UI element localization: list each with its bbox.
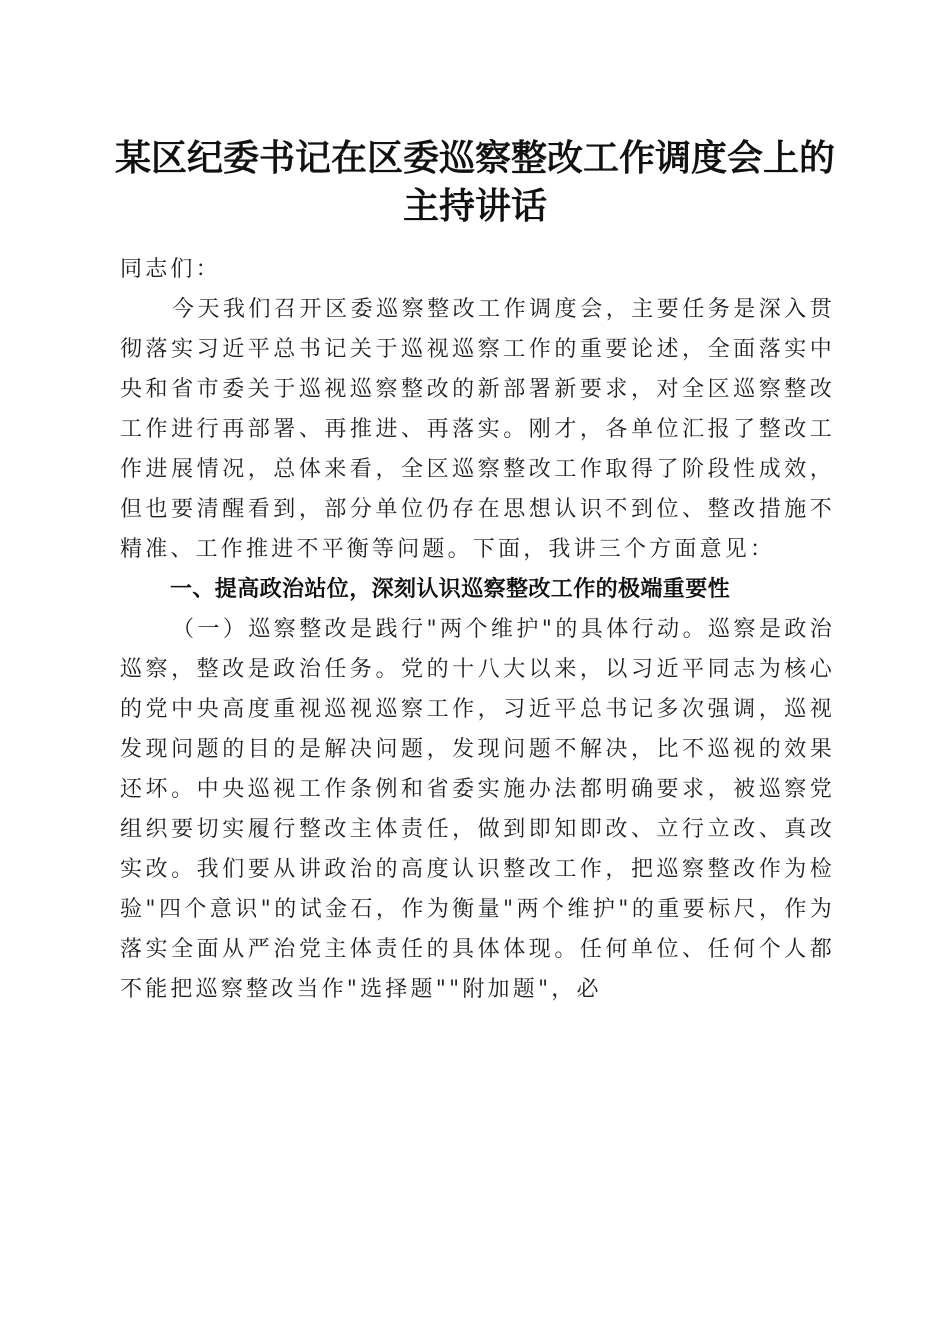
title-line-2: 主持讲话 (402, 185, 547, 227)
document-title (100, 134, 850, 230)
salutation: 同志们： (120, 257, 221, 282)
document-body (120, 250, 835, 1010)
section-1-heading: 一、提高政治站位，深刻认识巡察整改工作的极端重要性 (170, 577, 731, 602)
title-line-1: 某区纪委书记在区委巡察整改工作调度会上的 (114, 137, 835, 179)
section-1-subsection-1: （一）巡察整改是践行"两个维护"的具体行动。巡察是政治巡察，整改是政治任务。党的十八大以来，以习近平同志为核心的党中央高度重视巡视巡察工作，习近平总书记多次强调，巡视发现问题的目的是解决问题，发现问题不解决，比不巡视的效果还坏。中央巡视工作条例和省委实施办法都明确要求，被巡察党组织要切实履行整改主体责任，做到即知即改、立行立改、真改实改。我们要从讲政治的高度认识整改工作，把巡察整改作为检验"四个意识"的试金石，作为衡量"两个维护"的重要标尺，作为落实全面从严治党主体责任的具体体现。任何单位、任何个人都不能把巡察整改当作"选择题""附加题"，必 (120, 617, 835, 1002)
intro-paragraph: 今天我们召开区委巡察整改工作调度会，主要任务是深入贯彻落实习近平总书记关于巡视巡察工作的重要论述，全面落实中央和省市委关于巡视巡察整改的新部署新要求，对全区巡察整改工作进行再部署、再推进、再落实。刚才，各单位汇报了整改工作进展情况，总体来看，全区巡察整改工作取得了阶段性成效，但也要清醒看到，部分单位仍存在思想认识不到位、整改措施不精准、工作推进不平衡等问题。下面，我讲三个方面意见： (120, 297, 835, 562)
